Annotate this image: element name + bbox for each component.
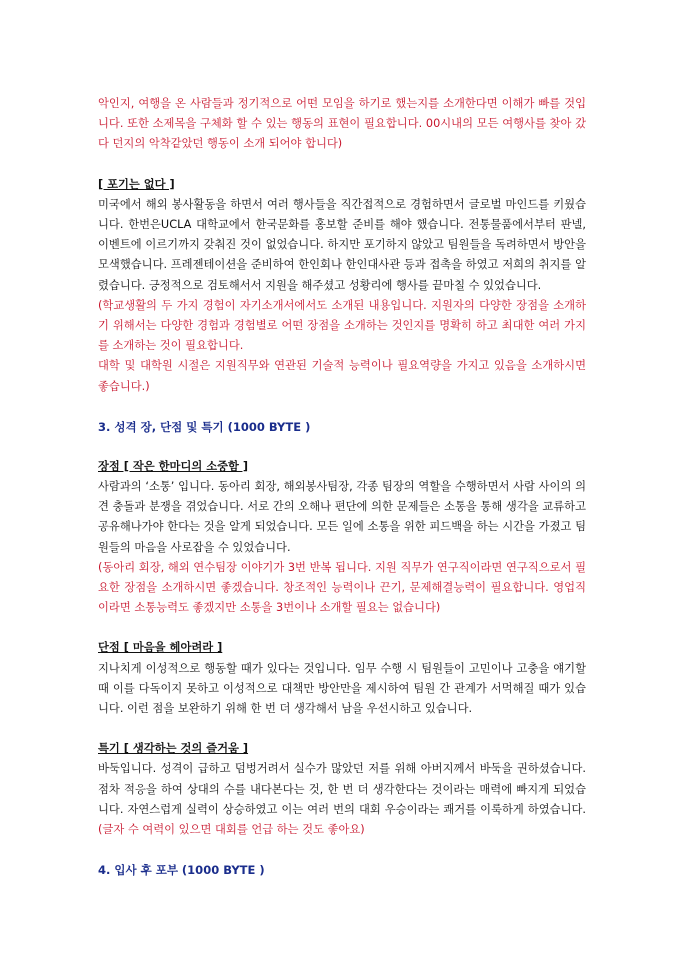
document-page: [98, 94, 586, 880]
section-4-title: 4. 입사 후 포부 (1000 BYTE ): [98, 863, 265, 878]
section-3-title: 3. 성격 장, 단점 및 특기 (1000 BYTE ): [98, 419, 311, 434]
body-specialty: [98, 759, 586, 840]
feedback-note-university: 대학 및 대학원 시절은 지원직무와 연관된 기술적 능력이나 필요역량을 가지고 있음을 소개하시면 좋습니다.): [98, 359, 586, 393]
heading-weakness: 단점 [ 마음을 헤아려라 ]: [98, 641, 223, 655]
section-weakness: [98, 638, 586, 719]
intro-feedback-text: 악인지, 여행을 온 사람들과 정기적으로 어떤 모임을 하기로 했는지를 소개한다면 이해가 빠를 것입니다. 또한 소제목을 구체화 할 수 있는 행동의 표현이 필요합니다. 00시내의 모든 여행사를 찾아 갔다 던지의 악착같았던 행동이 소개 되어야 합니다): [98, 97, 586, 151]
heading-no-giving-up: [ 포기는 없다 ]: [98, 177, 175, 191]
feedback-note-strength: (동아리 회장, 해외 연수팀장 이야기가 3번 반복 됩니다. 지원 직무가 연구직이라면 연구직으로서 필요한 장점을 소개하시면 좋겠습니다. 창조적인 능력이나 끈기, 문제해결능력이 필요합니다. 영업직이라면 소통능력도 좋겠지만 소통을 3번이나 소개할 필요는 없습니다): [98, 560, 586, 615]
body-weakness: 지나치게 이성적으로 행동할 때가 있다는 것입니다. 임무 수행 시 팀원들이 고민이나 고충을 얘기할 때 이를 다독이지 못하고 이성적으로 대책만 방안만을 제시하여 팀원 간 관계가 서먹해질 때가 있습니다. 이런 점을 보완하기 위해 한 번 더 생각해서 남을 우선시하고 있습니다.: [98, 661, 586, 716]
feedback-note-specialty: (글자 수 여력이 있으면 대회를 언급 하는 것도 좋아요): [98, 823, 365, 837]
section-strength: [98, 457, 586, 619]
section-specialty: [98, 739, 586, 840]
feedback-note-experience: (학교생활의 두 가지 경험이 자기소개서에서도 소개된 내용입니다. 지원자의 다양한 장점을 소개하기 위해서는 다양한 경험과 경험별로 어떤 장점을 소개하는 것인지를 명확히 하고 최대한 여러 가지를 소개하는 것이 필요합니다.: [98, 298, 586, 353]
body-no-giving-up: 미국에서 해외 봉사활동을 하면서 여러 행사들을 직간접적으로 경험하면서 글로벌 마인드를 키웠습니다. 한번은UCLA 대학교에서 한국문화를 홍보할 준비를 해야 했습니다. 전통물품에서부터 판넬, 이벤트에 이르기까지 갖춰진 것이 없었습니다. 하지만 포기하지 않았고 팀원들을 독려하면서 방안을 모색했습니다. 프레젠테이션을 준비하여 한인회나 한인대사관 등과 접촉을 하였고 저희의 취지를 알렸습니다. 긍정적으로 검토해서서 지원을 해주셨고 성황리에 행사를 끝마칠 수 있었습니다.: [98, 197, 586, 292]
heading-strength: 장점 [ 작은 한마디의 소중함 ]: [98, 459, 249, 473]
body-strength: 사람과의 ‘소통’ 입니다. 동아리 회장, 해외봉사팀장, 각종 팀장의 역할을 수행하면서 사람 사이의 의견 충돌과 분쟁을 겪었습니다. 서로 간의 오해나 편단에 의한 문제들은 소통을 통해 생각을 교류하고 공유해나가야 한다는 것을 알게 되었습니다. 모든 일에 소통을 위한 피드백을 하는 시간을 가졌고 팀원들의 마음을 사로잡을 수 있었습니다.: [98, 480, 586, 554]
body-specialty-text: 바둑입니다. 성격이 급하고 덤벙거려서 실수가 많았던 저를 위해 아버지께서 바둑을 권하셨습니다. 점차 적응을 하여 상대의 수를 내다본다는 것, 한 번 더 생각한다는 것이라는 매력에 빠지게 되었습니다. 자연스럽게 실력이 상승하였고 이는 여러 번의 대회 우승이라는 쾌거를 이룩하게 하였습니다.: [98, 762, 586, 816]
section-no-giving-up: [98, 175, 586, 397]
heading-specialty: 특기 [ 생각하는 것의 즐거움 ]: [98, 742, 249, 756]
